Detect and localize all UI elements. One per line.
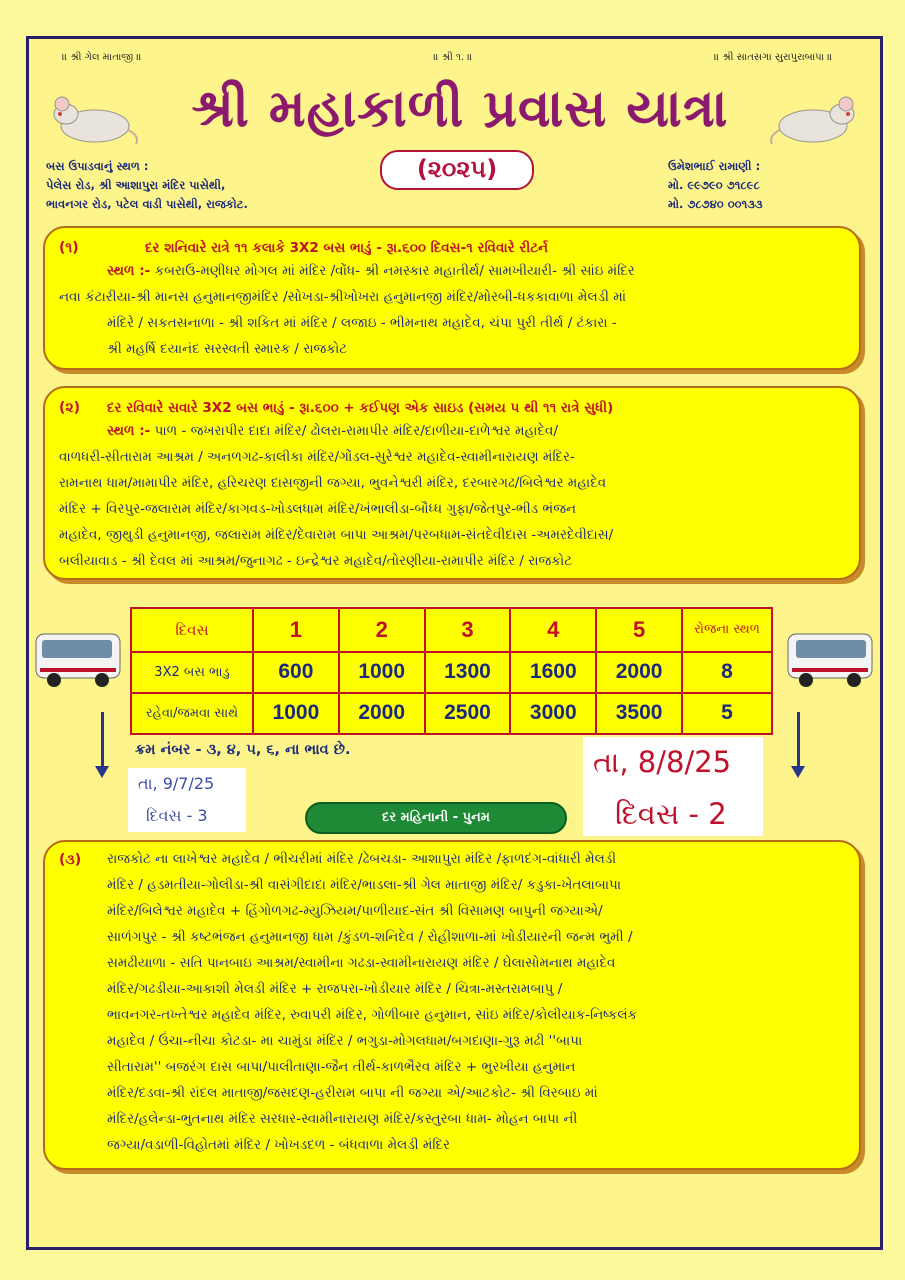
section-heading: દર શનિવારે રાત્રે ૧૧ કલાકે 3X2 બસ ભાડું - રૂા.૬૦૦ દિવસ-૧ રવિવારે રીટર્ન: [145, 240, 549, 256]
route-line: મંદિર / હડમતીયા-ગોલીડા-શ્રી વાસંગીદાદા મંદિર/ભાડલા-શ્રી ગેલ માતાજી મંદિર/ કડુકા-ખેતલાબાપા: [107, 877, 622, 893]
route-line: મંદિરે / સકતસનાળા - શ્રી શકિત માં મંદિર / લજાઇ - ભીમનાથ મહાદેવ, ચંપા પુરી તીર્થ / ટંકારા -: [107, 315, 617, 331]
handwritten-note-left: [128, 768, 246, 832]
poster-title: શ્રી મહાકાળી પ્રવાસ યાત્રા: [191, 78, 729, 139]
table-cell: 1000: [253, 693, 339, 734]
place-label: સ્થળ :-: [107, 423, 151, 439]
route-line: સાળંગપુર - શ્રી કષ્ટભંજન હનુમાનજી ધામ /કુંડળ-શનિદેવ / રોહીશાળા-માં ખોડીયારની જન્મ ભુમી /: [107, 929, 633, 945]
section-2-card: [43, 386, 861, 580]
section-number: (૨): [59, 400, 81, 416]
route-line: મહાદેવ, જીથુડી હનુમાનજી, જલારામ મંદિર/દેવારામ બાપા આશ્રમ/પરબધામ-સંતદેવીદાસ -અમરદેવીદાસ/: [59, 527, 614, 543]
table-row: [131, 693, 772, 734]
table-header: 1: [253, 608, 339, 652]
table-header: 2: [339, 608, 425, 652]
route-line: જગ્યા/વડાળી-વિહોતમાં મંદિર / ખોખડદળ - બંધવાળા મેલડી મંદિર: [107, 1137, 451, 1153]
bus-pickup-info: [46, 157, 248, 214]
rat-icon: [40, 92, 140, 147]
section-number: (૩): [59, 852, 82, 868]
rat-icon: [768, 92, 868, 147]
table-cell: 5: [682, 693, 772, 734]
route-line: સમઢીયાળા - સતિ પાનબાઇ આશ્રમ/સ્વામીના ગઢડા-સ્વામીનારાયણ મંદિર / ઘેલાસોમનાથ મહાદેવ: [107, 955, 616, 971]
route-line: રામનાથ ધામ/મામાપીર મંદિર, હરિચરણ દાસજીની જગ્યા, ભુવનેશ્વરી મંદિર, દરબારગઢ/બિલેશ્વર મહાદેવ: [59, 475, 607, 491]
route-line: બલીયાવાડ - શ્રી દેવલ માં આશ્રમ/જુનાગઢ - ઇન્દ્રેશ્વર મહાદેવ/તોરણીયા-રામાપીર મંદિર / રાજકોટ: [59, 553, 573, 569]
phone-number: મો. ૭૮૭૪૦ ૦૦૧૩૩: [668, 197, 763, 211]
table-cell: 2000: [596, 652, 682, 693]
route-line: સ્થળ :- પાળ - જખરાપીર દાદા મંદિર/ ઢોલરા-રામાપીર મંદિર/દાળીયા-દાળેશ્વર મહાદેવ/: [107, 423, 558, 439]
table-cell: 600: [253, 652, 339, 693]
note-day: દિવસ - 2: [615, 797, 727, 831]
route-line: મંદિર/દડવા-શ્રી રાંદલ માતાજી/જસદણ-હરીરામ બાપા ની જગ્યા એ/આટકોટ- શ્રી વિરબાઇ માં: [107, 1085, 598, 1101]
route-line: મંદિર/હલેન્ડા-ભુતનાથ મંદિર સરધાર-સ્વામીનારાયણ મંદિર/કસ્તુરબા ધામ- મોહન બાપા ની: [107, 1111, 578, 1127]
arrow-down-icon: [101, 712, 104, 768]
bus-icon: [32, 628, 124, 692]
section-1-card: [43, 226, 861, 370]
route-line: શ્રી મહર્ષિ દયાનંદ સરસ્વતી સ્મારક / રાજકોટ: [107, 341, 348, 357]
table-header: 4: [510, 608, 596, 652]
table-header: 3: [425, 608, 511, 652]
table-cell: 3000: [510, 693, 596, 734]
bus-icon: [784, 628, 876, 692]
bus-pickup-label: બસ ઉપાડવાનું સ્થળ :: [46, 159, 149, 173]
section-3-card: [43, 840, 861, 1170]
rates-table: [130, 607, 773, 735]
route-line: મહાદેવ / ઉંચા-નીચા કોટડા- મા ચામુંડા મંદિર / ભગુડા-મોગલધામ/બગદાણા-ગુરૂ મઢી ''બાપા: [107, 1033, 583, 1049]
route-line: મંદિર/બિલેશ્વર મહાદેવ + હિંગોળગઢ-મ્યુઝિયમ/પાળીયાદ-સંત શ્રી વિસામણ બાપુની જગ્યાએ/: [107, 903, 603, 919]
route-line: વાળધરી-સીતારામ આશ્રમ / અનળગઢ-કાલીકા મંદિર/ગોંડલ-સુરેશ્વર મહાદેવ-સ્વામીનારાયણ મંદિર-: [59, 449, 575, 465]
note-day: દિવસ - 3: [146, 806, 208, 825]
invocation-left: ॥ શ્રી ગેલ માતાજી ॥: [62, 52, 142, 63]
route-line: નવા કંટારીયા-શ્રી માનસ હનુમાનજીમંદિર /સોખડા-શ્રીખોખરા હનુમાનજી મંદિર/મોરબી-ધકકાવાળા મેલડી માં: [59, 289, 627, 305]
bus-pickup-line: પેલેસ રોડ, શ્રી આશાપુરા મંદિર પાસેથી,: [46, 178, 226, 192]
route-line: મંદિર + વિરપુર-જલારામ મંદિર/કાગવડ-ખોડલધામ મંદિર/ખંભાલીડા-બૌધ્ધ ગુફા/જેતપુર-ભીડ ભંજન: [59, 501, 577, 517]
handwritten-note-right: [583, 737, 763, 836]
invocation-center: ॥ શ્રી ૧. ॥: [433, 52, 473, 63]
table-header: 5: [596, 608, 682, 652]
table-header: રોજના સ્થળ: [682, 608, 772, 652]
rate-note: ક્રમ નંબર - ૩, ૪, ૫, ૬, ના ભાવ છે.: [135, 742, 351, 758]
table-cell: 2000: [339, 693, 425, 734]
route-line: સ્થળ :- કબરાઉ-મણીધર મોગલ માં મંદિર /વોંધ- શ્રી નમસ્કાર મહાતીર્થ/ સામખીયારી- શ્રી સાંઇ મંદિર: [107, 263, 635, 279]
table-cell: 2500: [425, 693, 511, 734]
route-line: મંદિર/ગઢડીયા-આકાશી મેલડી મંદિર + રાજપરા-ખોડીયાર મંદિર / ચિત્રા-મસ્તરામબાપુ /: [107, 981, 563, 997]
table-cell: 3X2 બસ ભાડુ: [131, 652, 253, 693]
note-date: તા, 9/7/25: [138, 774, 215, 793]
bus-pickup-line: ભાવનગર રોડ, પટેલ વાડી પાસેથી, રાજકોટ.: [46, 197, 248, 211]
table-cell: 1000: [339, 652, 425, 693]
table-row: [131, 608, 772, 652]
contact-info: [668, 157, 763, 214]
table-header: દિવસ: [131, 608, 253, 652]
monthly-poonam-label: દર મહિનાની - પુનમ: [305, 802, 567, 834]
table-row: [131, 652, 772, 693]
phone-number: મો. ૯૯૭૯૦ ૭૧૮૯૮: [668, 178, 760, 192]
table-cell: રહેવા/જમવા સાથે: [131, 693, 253, 734]
table-cell: 1300: [425, 652, 511, 693]
table-cell: 8: [682, 652, 772, 693]
invocation-right: ॥ શ્રી સાતસગા સુરાપુરાબાપા ॥: [714, 52, 833, 63]
section-heading: દર રવિવારે સવારે 3X2 બસ ભાડું - રૂા.૬૦૦ + કઈપણ એક સાઇડ (સમય ૫ થી ૧૧ રાત્રે સુધી): [107, 400, 614, 416]
year-badge: (૨૦૨૫): [380, 150, 534, 190]
route-line: ભાવનગર-તખ્તેશ્વર મહાદેવ મંદિર, રુવાપરી મંદિર, ગોળીબાર હનુમાન, સાંઇ મંદિર/કોલીયાક-નિષ્કલંક: [107, 1007, 638, 1023]
arrow-down-icon: [797, 712, 800, 768]
section-number: (૧): [59, 240, 79, 256]
note-date: તા, 8/8/25: [593, 745, 732, 779]
route-line: સીતારામ'' બજરંગ દાસ બાપા/પાલીતાણા-જૈન તીર્થ-કાળભૈરવ મંદિર + ભુરખીયા હનુમાન: [107, 1059, 576, 1075]
contact-name: ઉમેશભાઈ રામાણી :: [668, 159, 761, 173]
place-label: સ્થળ :-: [107, 263, 151, 279]
route-line: રાજકોટ ના લાખેશ્વર મહાદેવ / ભીચરીમાં મંદિર /ઢેબચડા- આશાપુરા મંદિર /ફાળદંગ-વાંધારી મેલડી: [107, 851, 617, 867]
table-cell: 3500: [596, 693, 682, 734]
table-cell: 1600: [510, 652, 596, 693]
